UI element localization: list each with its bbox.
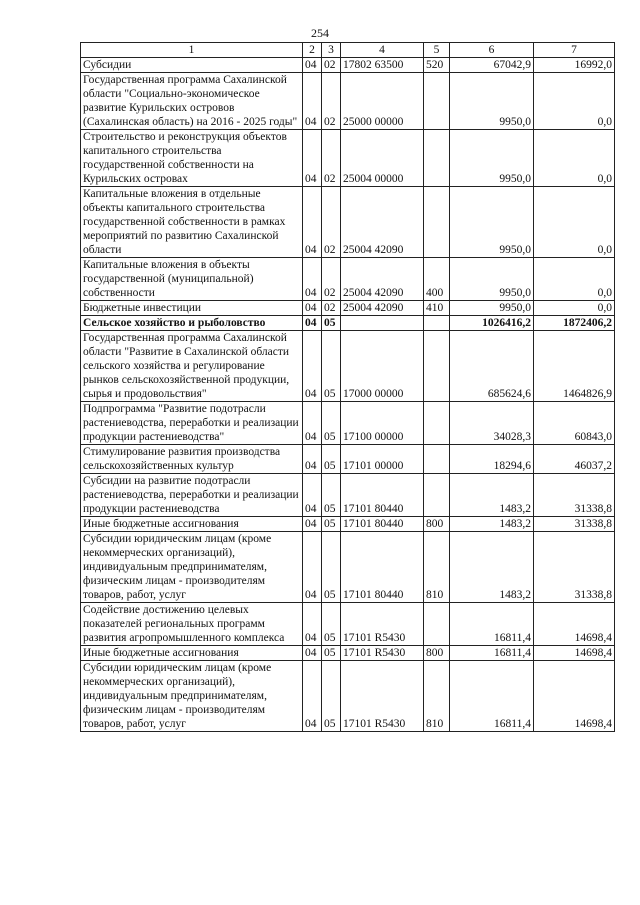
table-row: [81, 474, 615, 517]
row-amount-2-cell: 0,0: [534, 130, 615, 187]
row-subsection-cell: 05: [322, 474, 341, 517]
row-expense-type-cell: [424, 316, 450, 331]
row-amount-2-cell: 0,0: [534, 301, 615, 316]
row-subsection-cell: 02: [322, 73, 341, 130]
table-row: [81, 58, 615, 73]
row-expense-type-cell: [424, 445, 450, 474]
row-name-cell: Капитальные вложения в объекты государственной (муниципальной) собственности: [81, 258, 303, 301]
row-name-cell: Бюджетные инвестиции: [81, 301, 303, 316]
row-subsection-cell: 02: [322, 130, 341, 187]
row-subsection-cell: 02: [322, 187, 341, 258]
row-section-cell: 04: [303, 517, 322, 532]
row-target-article-cell: 17101 R5430: [341, 603, 424, 646]
row-expense-type-cell: [424, 474, 450, 517]
row-amount-2-cell: 1464826,9: [534, 331, 615, 402]
header-col-5: 5: [424, 43, 450, 58]
row-section-cell: 04: [303, 331, 322, 402]
table-row: [81, 258, 615, 301]
row-target-article-cell: 25004 42090: [341, 301, 424, 316]
row-target-article-cell: 25004 42090: [341, 187, 424, 258]
table-row: [81, 445, 615, 474]
row-amount-2-cell: 31338,8: [534, 532, 615, 603]
table-header-row: [81, 43, 615, 58]
row-amount-2-cell: 1872406,2: [534, 316, 615, 331]
row-amount-2-cell: 14698,4: [534, 661, 615, 732]
row-amount-1-cell: 34028,3: [450, 402, 534, 445]
header-col-4: 4: [341, 43, 424, 58]
row-expense-type-cell: [424, 331, 450, 402]
row-amount-2-cell: 31338,8: [534, 517, 615, 532]
budget-table: [80, 42, 615, 732]
row-amount-1-cell: 67042,9: [450, 58, 534, 73]
row-subsection-cell: 05: [322, 331, 341, 402]
row-amount-1-cell: 18294,6: [450, 445, 534, 474]
row-name-cell: Содействие достижению целевых показателей региональных программ развития агропромышленного комплекса: [81, 603, 303, 646]
row-expense-type-cell: 810: [424, 532, 450, 603]
row-name-cell: Государственная программа Сахалинской области "Развитие в Сахалинской области сельского хозяйства и регулирование рынков сельскохозяйственной продукции, сырья и продовольствия": [81, 331, 303, 402]
row-expense-type-cell: [424, 187, 450, 258]
row-target-article-cell: 17101 80440: [341, 474, 424, 517]
row-target-article-cell: 17101 00000: [341, 445, 424, 474]
row-section-cell: 04: [303, 316, 322, 331]
table-row: [81, 301, 615, 316]
row-amount-1-cell: 16811,4: [450, 661, 534, 732]
table-row: [81, 402, 615, 445]
row-subsection-cell: 05: [322, 445, 341, 474]
row-expense-type-cell: 800: [424, 646, 450, 661]
row-expense-type-cell: 810: [424, 661, 450, 732]
row-target-article-cell: 17802 63500: [341, 58, 424, 73]
row-section-cell: 04: [303, 532, 322, 603]
row-target-article-cell: 17000 00000: [341, 331, 424, 402]
row-amount-1-cell: 9950,0: [450, 258, 534, 301]
table-row: [81, 517, 615, 532]
row-target-article-cell: 17101 R5430: [341, 661, 424, 732]
row-amount-2-cell: 16992,0: [534, 58, 615, 73]
row-amount-2-cell: 60843,0: [534, 402, 615, 445]
row-amount-1-cell: 9950,0: [450, 187, 534, 258]
row-section-cell: 04: [303, 58, 322, 73]
row-amount-1-cell: 16811,4: [450, 603, 534, 646]
row-name-cell: Строительство и реконструкция объектов капитального строительства государственной собственности на Курильских островах: [81, 130, 303, 187]
row-subsection-cell: 05: [322, 532, 341, 603]
row-amount-1-cell: 1026416,2: [450, 316, 534, 331]
row-amount-2-cell: 14698,4: [534, 646, 615, 661]
row-subsection-cell: 05: [322, 646, 341, 661]
row-amount-2-cell: 0,0: [534, 187, 615, 258]
row-name-cell: Субсидии юридическим лицам (кроме некоммерческих организаций), индивидуальным предпринимателям, физическим лицам - производителям товаров, работ, услуг: [81, 532, 303, 603]
row-amount-1-cell: 1483,2: [450, 517, 534, 532]
row-target-article-cell: 25004 42090: [341, 258, 424, 301]
row-expense-type-cell: 400: [424, 258, 450, 301]
row-amount-1-cell: 9950,0: [450, 73, 534, 130]
row-amount-2-cell: 46037,2: [534, 445, 615, 474]
row-section-cell: 04: [303, 130, 322, 187]
row-name-cell: Иные бюджетные ассигнования: [81, 517, 303, 532]
row-amount-2-cell: 31338,8: [534, 474, 615, 517]
row-name-cell: Субсидии: [81, 58, 303, 73]
header-col-6: 6: [450, 43, 534, 58]
row-target-article-cell: 17101 R5430: [341, 646, 424, 661]
row-amount-1-cell: 16811,4: [450, 646, 534, 661]
table-row: [81, 316, 615, 331]
row-amount-2-cell: 0,0: [534, 258, 615, 301]
row-expense-type-cell: [424, 73, 450, 130]
row-name-cell: Подпрограмма "Развитие подотрасли растениеводства, переработки и реализации продукции растениеводства": [81, 402, 303, 445]
row-subsection-cell: 05: [322, 603, 341, 646]
row-amount-1-cell: 1483,2: [450, 532, 534, 603]
row-target-article-cell: [341, 316, 424, 331]
table-row: [81, 73, 615, 130]
row-section-cell: 04: [303, 258, 322, 301]
row-subsection-cell: 02: [322, 58, 341, 73]
table-row: [81, 532, 615, 603]
table-row: [81, 130, 615, 187]
table-row: [81, 603, 615, 646]
header-col-2: 2: [303, 43, 322, 58]
row-name-cell: Капитальные вложения в отдельные объекты капитального строительства государственной собственности в рамках мероприятий по развитию Сахалинской области: [81, 187, 303, 258]
table-row: [81, 646, 615, 661]
row-name-cell: Государственная программа Сахалинской области "Социально-экономическое развитие Курильских островов (Сахалинская область) на 2016 - 2025 годы": [81, 73, 303, 130]
row-amount-2-cell: 0,0: [534, 73, 615, 130]
row-name-cell: Субсидии юридическим лицам (кроме некоммерческих организаций), индивидуальным предпринимателям, физическим лицам - производителям товаров, работ, услуг: [81, 661, 303, 732]
row-amount-1-cell: 685624,6: [450, 331, 534, 402]
row-amount-1-cell: 1483,2: [450, 474, 534, 517]
page-number: 254: [311, 26, 329, 40]
row-section-cell: 04: [303, 73, 322, 130]
header-col-1: 1: [81, 43, 303, 58]
row-expense-type-cell: 520: [424, 58, 450, 73]
row-subsection-cell: 05: [322, 316, 341, 331]
row-section-cell: 04: [303, 445, 322, 474]
row-name-cell: Стимулирование развития производства сельскохозяйственных культур: [81, 445, 303, 474]
row-section-cell: 04: [303, 646, 322, 661]
row-subsection-cell: 05: [322, 402, 341, 445]
row-target-article-cell: 17101 80440: [341, 517, 424, 532]
header-col-3: 3: [322, 43, 341, 58]
row-section-cell: 04: [303, 603, 322, 646]
row-target-article-cell: 17100 00000: [341, 402, 424, 445]
row-amount-1-cell: 9950,0: [450, 130, 534, 187]
table-row: [81, 187, 615, 258]
table-row: [81, 331, 615, 402]
row-subsection-cell: 02: [322, 258, 341, 301]
table-row: [81, 661, 615, 732]
row-subsection-cell: 02: [322, 301, 341, 316]
row-target-article-cell: 25004 00000: [341, 130, 424, 187]
row-section-cell: 04: [303, 661, 322, 732]
row-subsection-cell: 05: [322, 661, 341, 732]
row-name-cell: Иные бюджетные ассигнования: [81, 646, 303, 661]
row-expense-type-cell: 410: [424, 301, 450, 316]
row-amount-2-cell: 14698,4: [534, 603, 615, 646]
header-col-7: 7: [534, 43, 615, 58]
row-name-cell: Субсидии на развитие подотрасли растениеводства, переработки и реализации продукции растениеводства: [81, 474, 303, 517]
row-section-cell: 04: [303, 402, 322, 445]
row-target-article-cell: 25000 00000: [341, 73, 424, 130]
row-name-cell: Сельское хозяйство и рыболовство: [81, 316, 303, 331]
row-section-cell: 04: [303, 187, 322, 258]
row-amount-1-cell: 9950,0: [450, 301, 534, 316]
table-body: [81, 58, 615, 732]
row-expense-type-cell: [424, 130, 450, 187]
row-section-cell: 04: [303, 301, 322, 316]
row-expense-type-cell: [424, 603, 450, 646]
row-expense-type-cell: [424, 402, 450, 445]
row-subsection-cell: 05: [322, 517, 341, 532]
row-section-cell: 04: [303, 474, 322, 517]
row-expense-type-cell: 800: [424, 517, 450, 532]
row-target-article-cell: 17101 80440: [341, 532, 424, 603]
